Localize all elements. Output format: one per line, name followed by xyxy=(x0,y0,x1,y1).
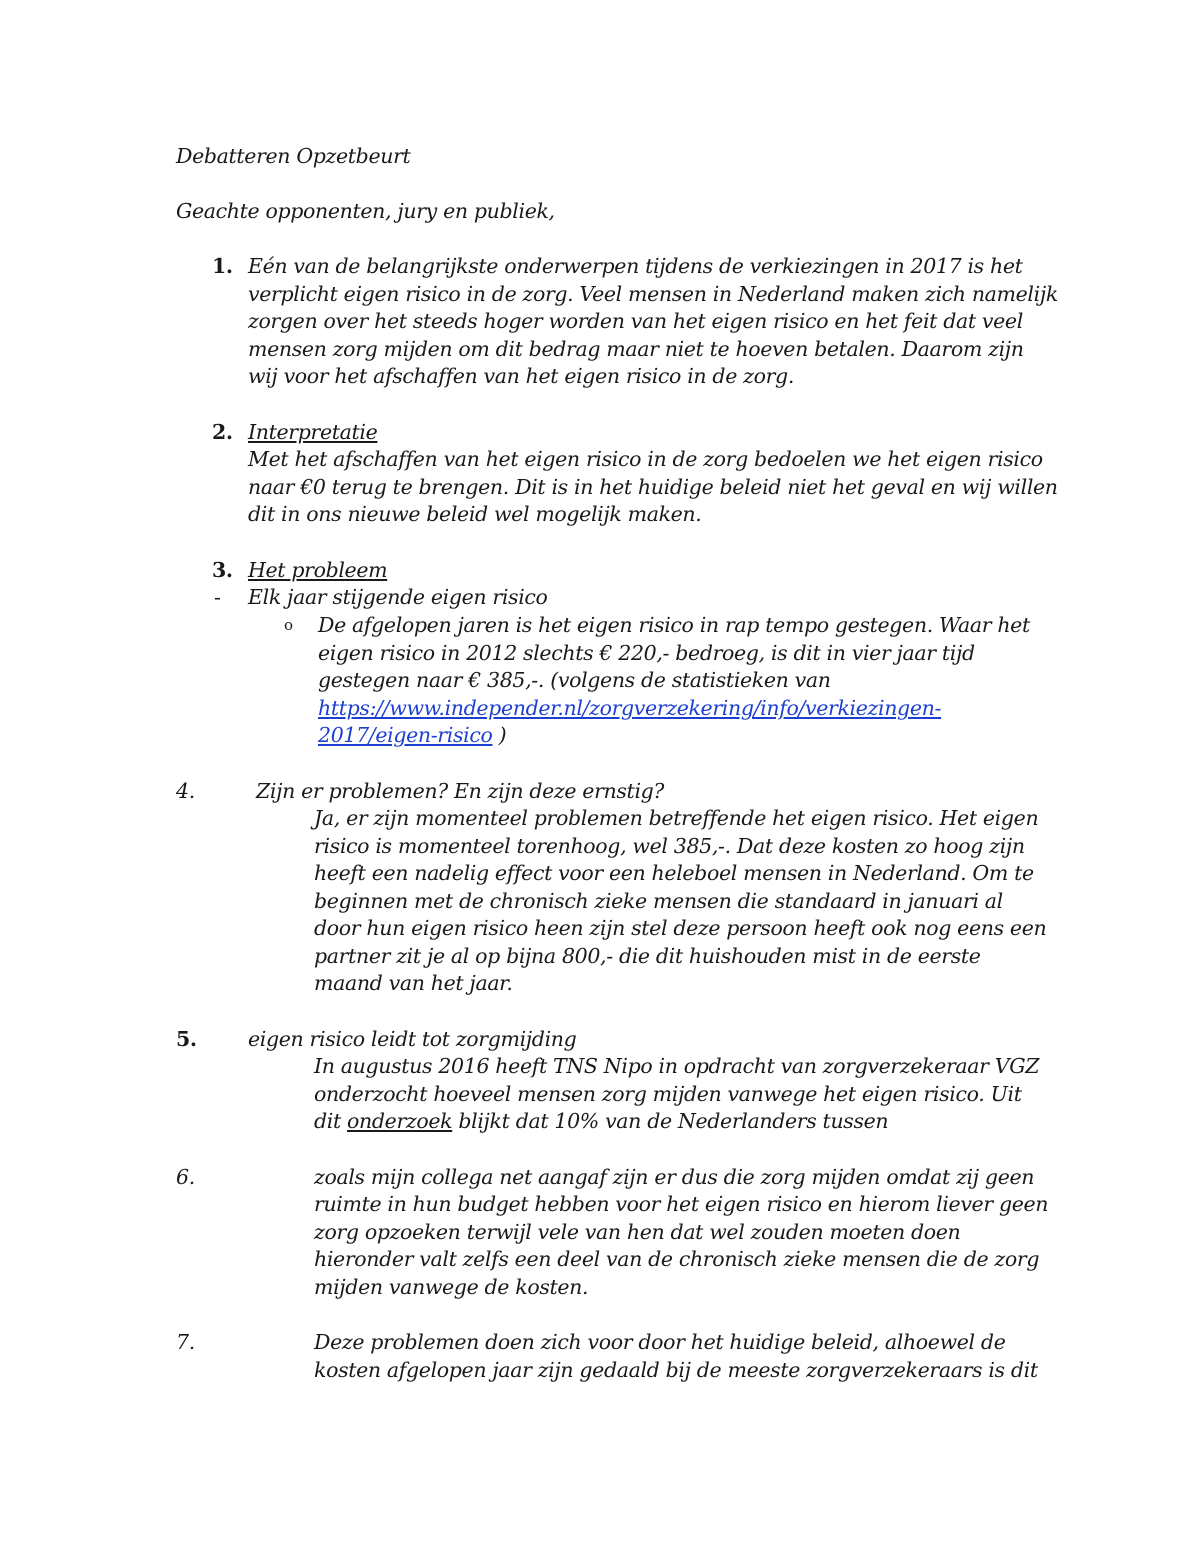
section-4-line: beginnen met de chronisch zieke mensen die standaard in januari al xyxy=(314,889,1003,913)
section-4-line: partner zit je al op bijna 800,- die dit huishouden mist in de eerste xyxy=(314,944,981,968)
section-5-number: 5. xyxy=(176,1027,197,1051)
bullet-text: Elk jaar stijgende eigen risico xyxy=(248,585,548,609)
section-2-heading: Interpretatie xyxy=(248,420,378,444)
section-5-heading: eigen risico leidt tot zorgmijding xyxy=(248,1027,577,1051)
sub-bullet-line: eigen risico in 2012 slechts € 220,- bedroeg, is dit in vier jaar tijd xyxy=(318,641,975,665)
section-4-line: Ja, er zijn momenteel problemen betreffende het eigen risico. Het eigen xyxy=(314,806,1039,830)
section-1-line: mensen zorg mijden om dit bedrag maar niet te hoeven betalen. Daarom zijn xyxy=(248,337,1024,361)
section-2-number: 2. xyxy=(212,420,233,444)
section-1-line: zorgen over het steeds hoger worden van het eigen risico en het feit dat veel xyxy=(248,309,1023,333)
section-2-line: Met het afschaffen van het eigen risico in de zorg bedoelen we het eigen risico xyxy=(248,447,1043,471)
section-7-line: kosten afgelopen jaar zijn gedaald bij de meeste zorgverzekeraars is dit xyxy=(314,1358,1038,1382)
section-6-number: 6. xyxy=(176,1165,195,1189)
source-link-line-2 xyxy=(318,722,506,750)
section-5-text: blijkt dat 10% van de Nederlanders tussen xyxy=(452,1109,889,1133)
section-6-line: ruimte in hun budget hebben voor het eigen risico en hierom liever geen xyxy=(314,1192,1049,1216)
section-2-line: dit in ons nieuwe beleid wel mogelijk maken. xyxy=(248,502,702,526)
circle-bullet: o xyxy=(284,616,293,634)
source-link-tail: ) xyxy=(492,723,507,747)
greeting: Geachte opponenten, jury en publiek, xyxy=(176,199,555,223)
section-5-line: onderzocht hoeveel mensen zorg mijden vanwege het eigen risico. Uit xyxy=(314,1082,1022,1106)
section-4-line: risico is momenteel torenhoog, wel 385,-. Dat deze kosten zo hoog zijn xyxy=(314,834,1025,858)
section-4-line: heeft een nadelig effect voor een heleboel mensen in Nederland. Om te xyxy=(314,861,1034,885)
source-link-line-1 xyxy=(318,695,941,723)
section-6-line: hieronder valt zelfs een deel van de chronisch zieke mensen die de zorg xyxy=(314,1247,1040,1271)
document-title: Debatteren Opzetbeurt xyxy=(176,144,411,168)
section-7-line: Deze problemen doen zich voor door het huidige beleid, alhoewel de xyxy=(314,1330,1006,1354)
sub-bullet-line: De afgelopen jaren is het eigen risico in rap tempo gestegen. Waar het xyxy=(318,613,1030,637)
section-2-line: naar €0 terug te brengen. Dit is in het huidige beleid niet het geval en wij willen xyxy=(248,475,1058,499)
sub-bullet-line: gestegen naar € 385,-. (volgens de statistieken van xyxy=(318,668,831,692)
section-1-number: 1. xyxy=(212,254,233,278)
section-6-line: zorg opzoeken terwijl vele van hen dat wel zouden moeten doen xyxy=(314,1220,961,1244)
dash-bullet: - xyxy=(214,585,221,609)
source-link[interactable]: https://www.independer.nl/zorgverzekering/info/verkiezingen- xyxy=(318,696,942,720)
section-7-number: 7. xyxy=(176,1330,195,1354)
section-6-line: mijden vanwege de kosten. xyxy=(314,1275,589,1299)
section-5-line xyxy=(314,1108,888,1136)
section-1-line: wij voor het afschaffen van het eigen risico in de zorg. xyxy=(248,364,794,388)
section-4-number: 4. xyxy=(176,779,195,803)
section-1-line: Eén van de belangrijkste onderwerpen tijdens de verkiezingen in 2017 is het xyxy=(248,254,1023,278)
section-6-line: zoals mijn collega net aangaf zijn er dus die zorg mijden omdat zij geen xyxy=(314,1165,1035,1189)
source-link-continued[interactable]: 2017/eigen-risico xyxy=(318,723,493,747)
section-3-number: 3. xyxy=(212,558,233,582)
onderzoek-link[interactable]: onderzoek xyxy=(347,1109,453,1133)
section-5-line: In augustus 2016 heeft TNS Nipo in opdracht van zorgverzekeraar VGZ xyxy=(314,1054,1040,1078)
section-4-line: maand van het jaar. xyxy=(314,971,513,995)
section-4-heading: Zijn er problemen? En zijn deze ernstig? xyxy=(256,779,665,803)
section-3-heading: Het probleem xyxy=(248,558,388,582)
section-5-text: dit xyxy=(314,1109,348,1133)
section-1-line: verplicht eigen risico in de zorg. Veel mensen in Nederland maken zich namelijk xyxy=(248,282,1058,306)
section-4-line: door hun eigen risico heen zijn stel deze persoon heeft ook nog eens een xyxy=(314,916,1047,940)
